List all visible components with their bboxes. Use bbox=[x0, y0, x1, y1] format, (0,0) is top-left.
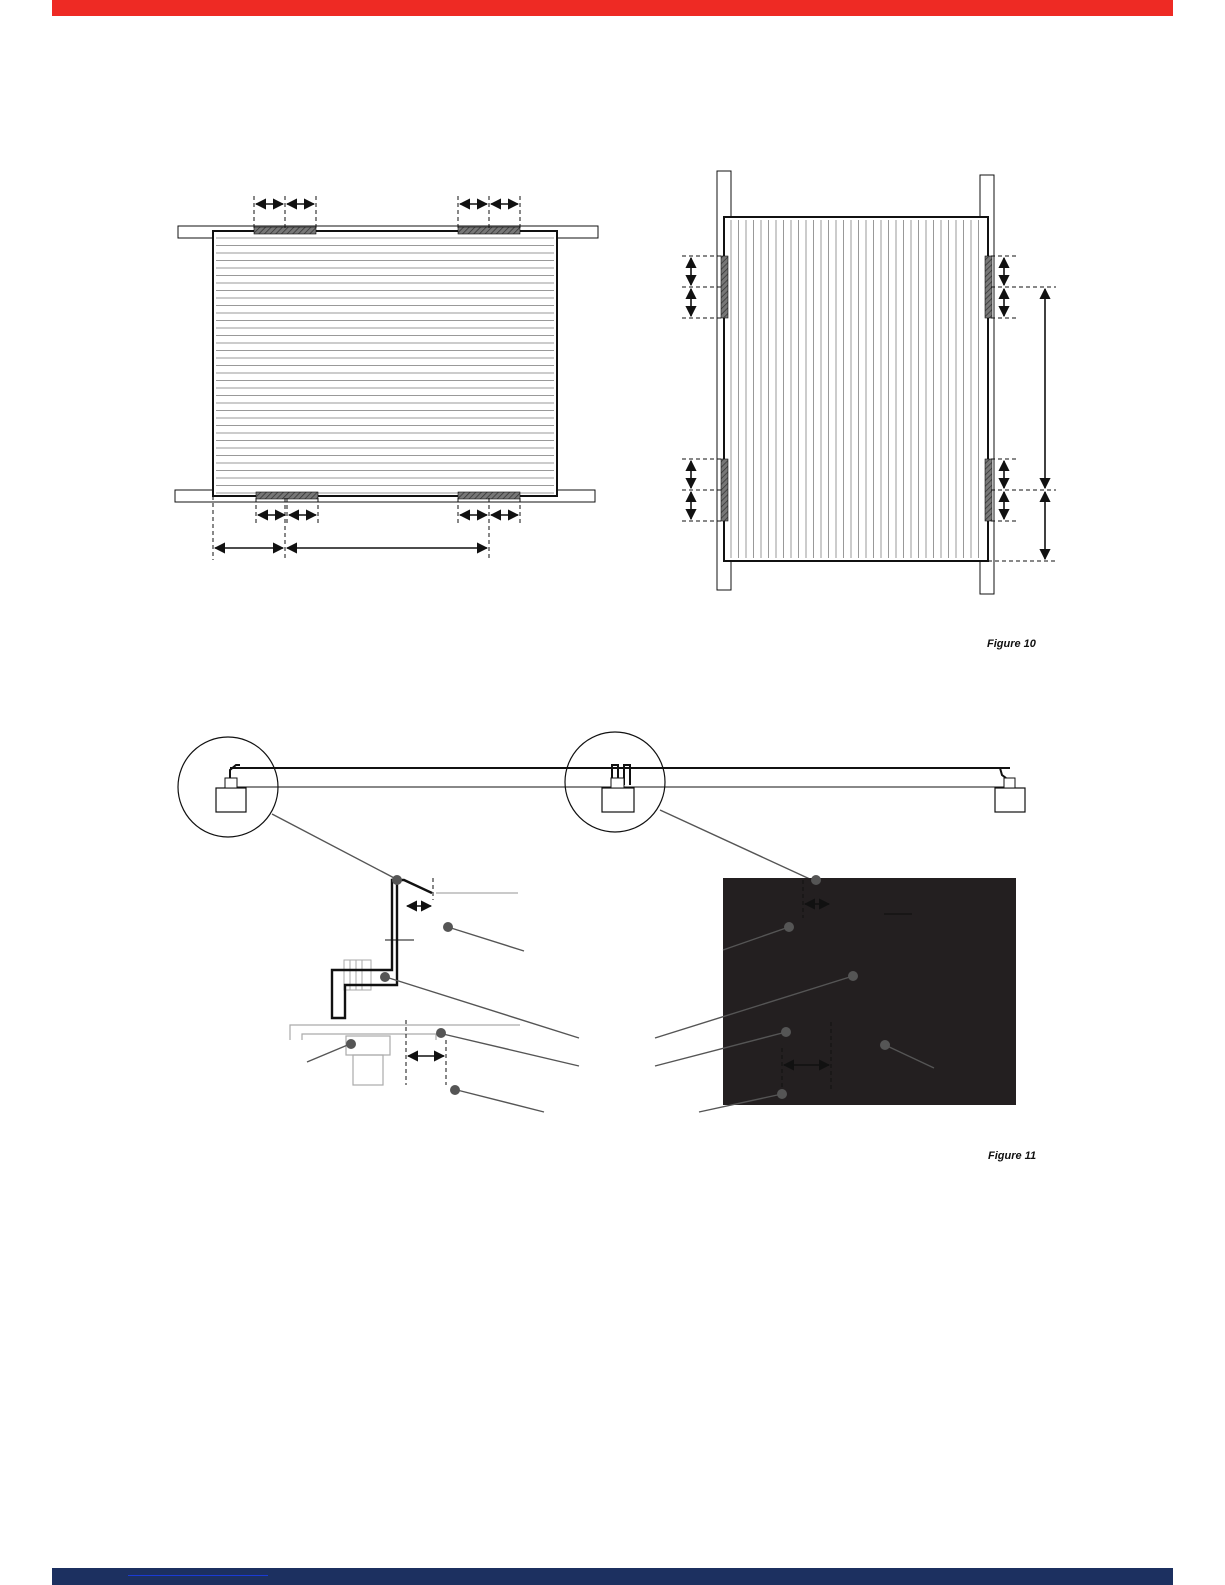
figure-11-edge-detail bbox=[290, 875, 579, 1112]
fastening-zone-hatch bbox=[458, 492, 520, 499]
figure-10-caption: Figure 10 bbox=[987, 638, 1036, 650]
fastening-zone-hatch bbox=[254, 227, 316, 234]
figure-11-caption: Figure 11 bbox=[988, 1150, 1037, 1162]
purlin-block bbox=[602, 788, 634, 812]
leader-lines bbox=[307, 928, 579, 1112]
figure-10-vertical-panel bbox=[682, 171, 1056, 594]
fastening-zone-hatch bbox=[721, 459, 728, 521]
detail-leader bbox=[272, 814, 398, 880]
fastening-zone-hatch bbox=[985, 459, 992, 521]
figure-11-section-overview bbox=[178, 732, 1025, 880]
detail-leader bbox=[660, 810, 812, 880]
purlin-block bbox=[216, 788, 246, 812]
figure-10-horizontal-panel bbox=[175, 196, 598, 560]
dark-detail-panel bbox=[723, 878, 1016, 1105]
purlin-block bbox=[995, 788, 1025, 812]
edge-profile bbox=[332, 880, 432, 1018]
fastening-zone-hatch bbox=[985, 256, 992, 318]
figure-11-joint-detail bbox=[655, 875, 1016, 1112]
dimension-extension-lines bbox=[406, 878, 446, 1085]
fastening-zone-hatch bbox=[256, 492, 318, 499]
panel-outline bbox=[213, 231, 557, 496]
fastening-zone-hatch bbox=[458, 227, 520, 234]
fastening-zone-hatch bbox=[721, 256, 728, 318]
